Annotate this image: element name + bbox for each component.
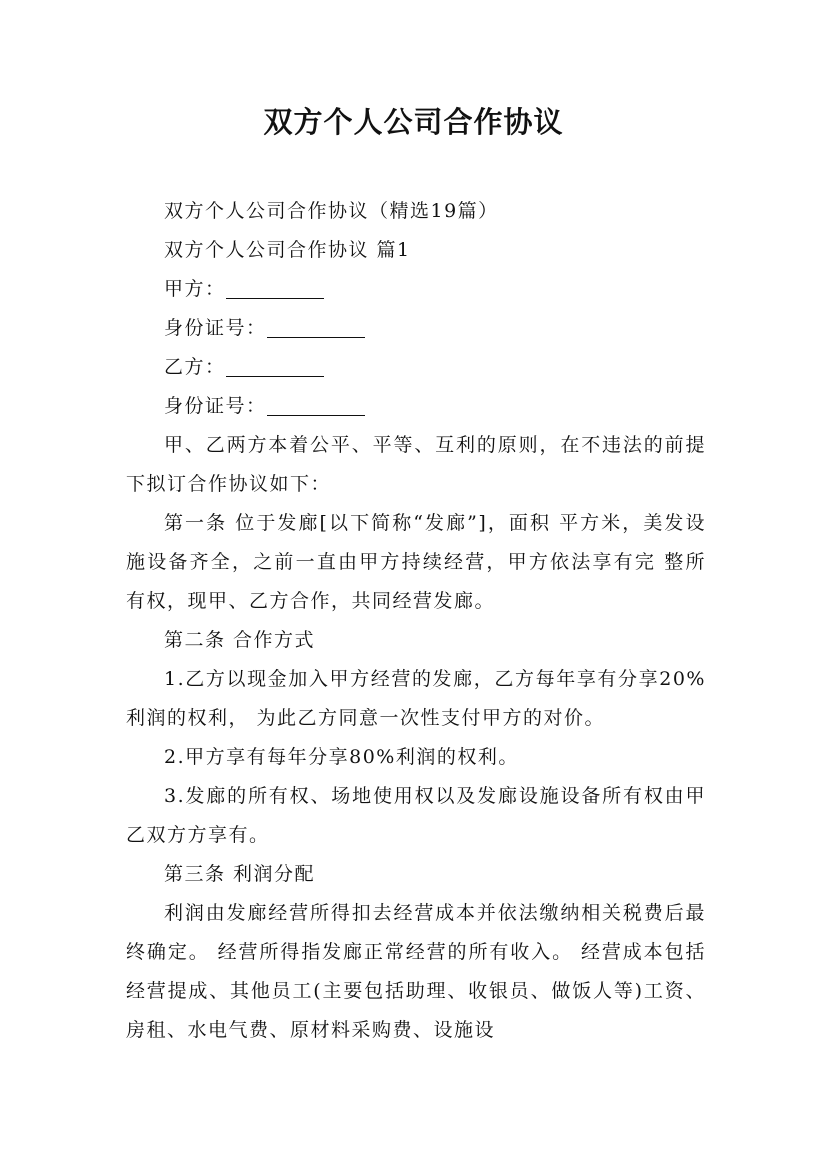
party-a-line xyxy=(126,270,706,309)
article-2-item-2: 2.甲方享有每年分享80%利润的权利。 xyxy=(164,746,519,768)
party-b-blank xyxy=(226,354,324,377)
article-2-heading: 第二条 合作方式 xyxy=(164,629,316,651)
document-subtitle: 双方个人公司合作协议（精选19篇） xyxy=(164,200,499,222)
document-body xyxy=(126,192,706,1050)
article-2-item-1: 1.乙方以现金加入甲方经营的发廊，乙方每年享有分享20% 利润的权利， 为此乙方同意一次性支付甲方的对价。 xyxy=(126,668,706,729)
party-b-id-line xyxy=(126,387,706,426)
section-heading: 双方个人公司合作协议 篇1 xyxy=(164,239,411,261)
party-b-id-label: 身份证号： xyxy=(164,395,267,417)
document-title: 双方个人公司合作协议 xyxy=(263,105,564,139)
party-a-id-blank xyxy=(267,315,365,338)
preamble-paragraph: 甲、乙两方本着公平、平等、互利的原则，在不违法的前提下拟订合作协议如下： xyxy=(126,434,706,495)
party-b-id-blank xyxy=(267,393,365,416)
party-a-label: 甲方： xyxy=(164,278,226,300)
party-b-line xyxy=(126,348,706,387)
article-3-paragraph: 利润由发廊经营所得扣去经营成本并依法缴纳相关税费后最终确定。 经营所得指发廊正常经营的所有收入。 经营成本包括经营提成、其他员工(主要包括助理、收银员、做饭人等)工资、房租、水电气费、原材料采购费、设施设 xyxy=(126,902,706,1041)
party-b-label: 乙方： xyxy=(164,356,226,378)
article-3-heading: 第三条 利润分配 xyxy=(164,863,316,885)
party-a-id-label: 身份证号： xyxy=(164,317,267,339)
article-1-paragraph: 第一条 位于发廊[以下简称“发廊”]，面积 平方米，美发设施设备齐全，之前一直由甲方持续经营，甲方依法享有完 整所有权，现甲、乙方合作，共同经营发廊。 xyxy=(126,512,706,612)
party-a-blank xyxy=(226,276,324,299)
article-2-item-3: 3.发廊的所有权、场地使用权以及发廊设施设备所有权由甲乙双方方享有。 xyxy=(126,785,706,846)
party-a-id-line xyxy=(126,309,706,348)
